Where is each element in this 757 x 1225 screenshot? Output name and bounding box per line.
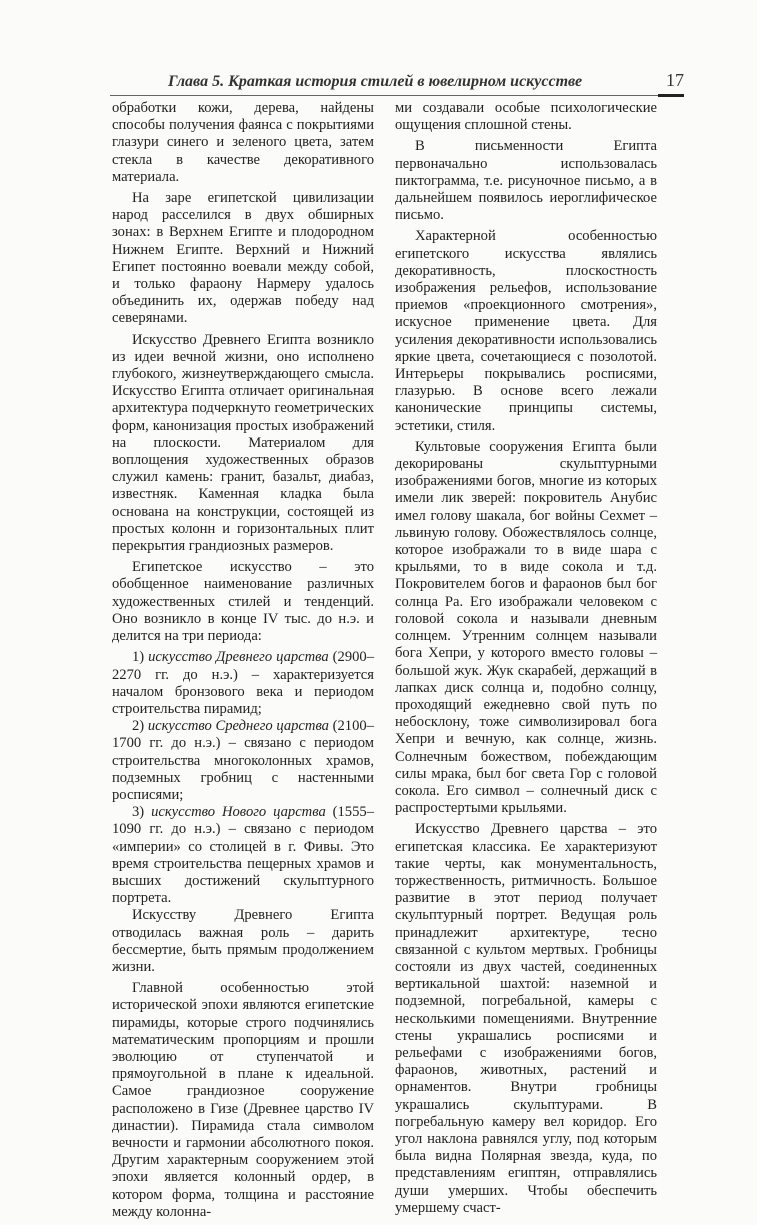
list-number: 1) [132,649,149,666]
chapter-title: Глава 5. Краткая история стилей в ювелирном искусстве [168,73,583,90]
paragraph: На заре египетской цивилизации народ расселился в двух обширных зонах: в Верхнем Египте и плодородном Нижнем Египте. Верхний и Нижний Египет постоянно воевали между собой, и только фараону Нармеру удалось объединить их, одержав победу над северянами. [112,190,374,327]
list-text: (2100–1700 гг. до н.э.) – связано с периодом строительства многоколонных храмов, подземных гробниц с настенными росписями; [112,718,374,803]
running-header [110,70,684,96]
continued-paragraph: ми создавали особые психологические ощущения сплошной стены. [395,100,657,134]
continued-paragraph: обработки кожи, дерева, найдены способы получения фаянса с покрытиями глазури синего и зеленого цвета, затем стекла в качестве декоративного материала. [112,100,374,185]
list-item [112,804,374,907]
period-name: искусство Среднего царства [147,718,329,735]
period-name: искусство Нового царства [151,804,326,821]
list-text: (1555–1090 гг. до н.э.) – связано с периодом «империи» со столицей в г. Фивы. Это время строительства пещерных храмов и высших достижений скульптурного портрета. [112,804,374,907]
list-number: 3) [132,804,152,821]
right-column [395,100,657,1221]
period-name: искусство Древнего царства [148,649,329,666]
paragraph: Искусство Древнего Египта возникло из идеи вечной жизни, оно исполнено глубокого, жизнеутверждающего смысла. Искусство Египта отличает оригинальная архитектура подчеркнуто геометрических форм, канонизация простых изображений на плоскости. Материалом для воплощения художественных образов служил камень: гранит, базальт, диабаз, известняк. Каменная кладка была основана на конструкции, состоящей из простых колонн и горизонтальных плит перекрытия грандиозных размеров. [112,331,374,555]
page-number-underline [658,94,684,97]
page-number: 17 [666,70,684,90]
paragraph: Культовые сооружения Египта были декорированы скульптурными изображениями богов, многие из которых имели лик зверей: покровитель Анубис имел голову шакала, бог войны Сехмет – львиную голову. Обожествлялось солнце, которое изображали то в виде шара с крыльями, то в виде сокола и т.д. Покровителем богов и фараонов был бог солнца Ра. Его изображали человеком с головой сокола и называли дневным солнцем. Утренним солнцем называли бога Хепри, у которого вместо головы – большой жук. Жук скарабей, держащий в лапках диск солнца и, подобно солнцу, проходящий ежедневно свой путь по небосклону, тоже символизировал бога Хепри и вечную, как солнце, жизнь. Солнечным божеством, побеждающим силы мрака, был бог света Гор с головой сокола. Его символ – солнечный диск с распростертыми крыльями. [395,438,657,817]
paragraph: Характерной особенностью египетского искусства являлись декоративность, плоскостность изображения рельефов, использование приемов «проекционного смотрения», искусное применение цвета. Для усиления декоративности использовались яркие цвета, сочетающиеся с позолотой. Интерьеры покрывались росписями, глазурью. В основе всего лежали канонические принципы системы, эстетики, стиля. [395,228,657,434]
list-item [112,718,374,804]
left-column [112,100,374,1225]
paragraph: Главной особенностью этой исторической эпохи являются египетские пирамиды, которые строго подчинялись математическим пропорциям и прошли эволюцию от ступенчатой и прямоугольной в плане к идеальной. Самое грандиозное сооружение расположено в Гизе (Древнее царство IV династии). Пирамида стала символом вечности и гармонии абсолютного покоя. Другим характерным сооружением этой эпохи является колонный ордер, в котором форма, толщина и расстояние между колонна- [112,980,374,1220]
list-text: (2900–2270 гг. до н.э.) – характеризуется началом бронзового века и периодом строительства пирамид; [112,649,375,717]
paragraph: Египетское искусство – это обобщенное наименование различных художественных стилей и тенденций. Оно возникло в конце IV тыс. до н.э. и делится на три периода: [112,559,374,645]
list-number: 2) [132,718,148,735]
paragraph: Искусству Древнего Египта отводилась важная роль – дарить бессмертие, быть прямым продолжением жизни. [112,907,374,975]
header-rule [110,95,670,96]
paragraph: В письменности Египта первоначально использовалась пиктограмма, т.е. рисуночное письмо, а в дальнейшем появилось иероглифическое письмо. [395,138,657,224]
paragraph: Искусство Древнего царства – это египетская классика. Ее характеризуют такие черты, как монументальность, торжественность, ритмичность. Большое развитие в этот период получает скульптурный портрет. Ведущая роль принадлежит архитектуре, тесно связанной с культом мертвых. Гробницы состояли из двух частей, соединенных вертикальной шахтой: наземной и подземной, погребальной, камеры с несколькими помещениями. Внутренние стены украшались росписями и рельефами с изображениями богов, фараонов, животных, растений и орнаментов. Внутри гробницы украшались скульптурами. В погребальную камеру вел коридор. Его угол наклона равнялся углу, под которым была видна Полярная звезда, куда, по представлениям египтян, отправлялись души умерших. Чтобы обеспечить умершему счаст- [395,821,657,1216]
list-item [112,649,374,718]
